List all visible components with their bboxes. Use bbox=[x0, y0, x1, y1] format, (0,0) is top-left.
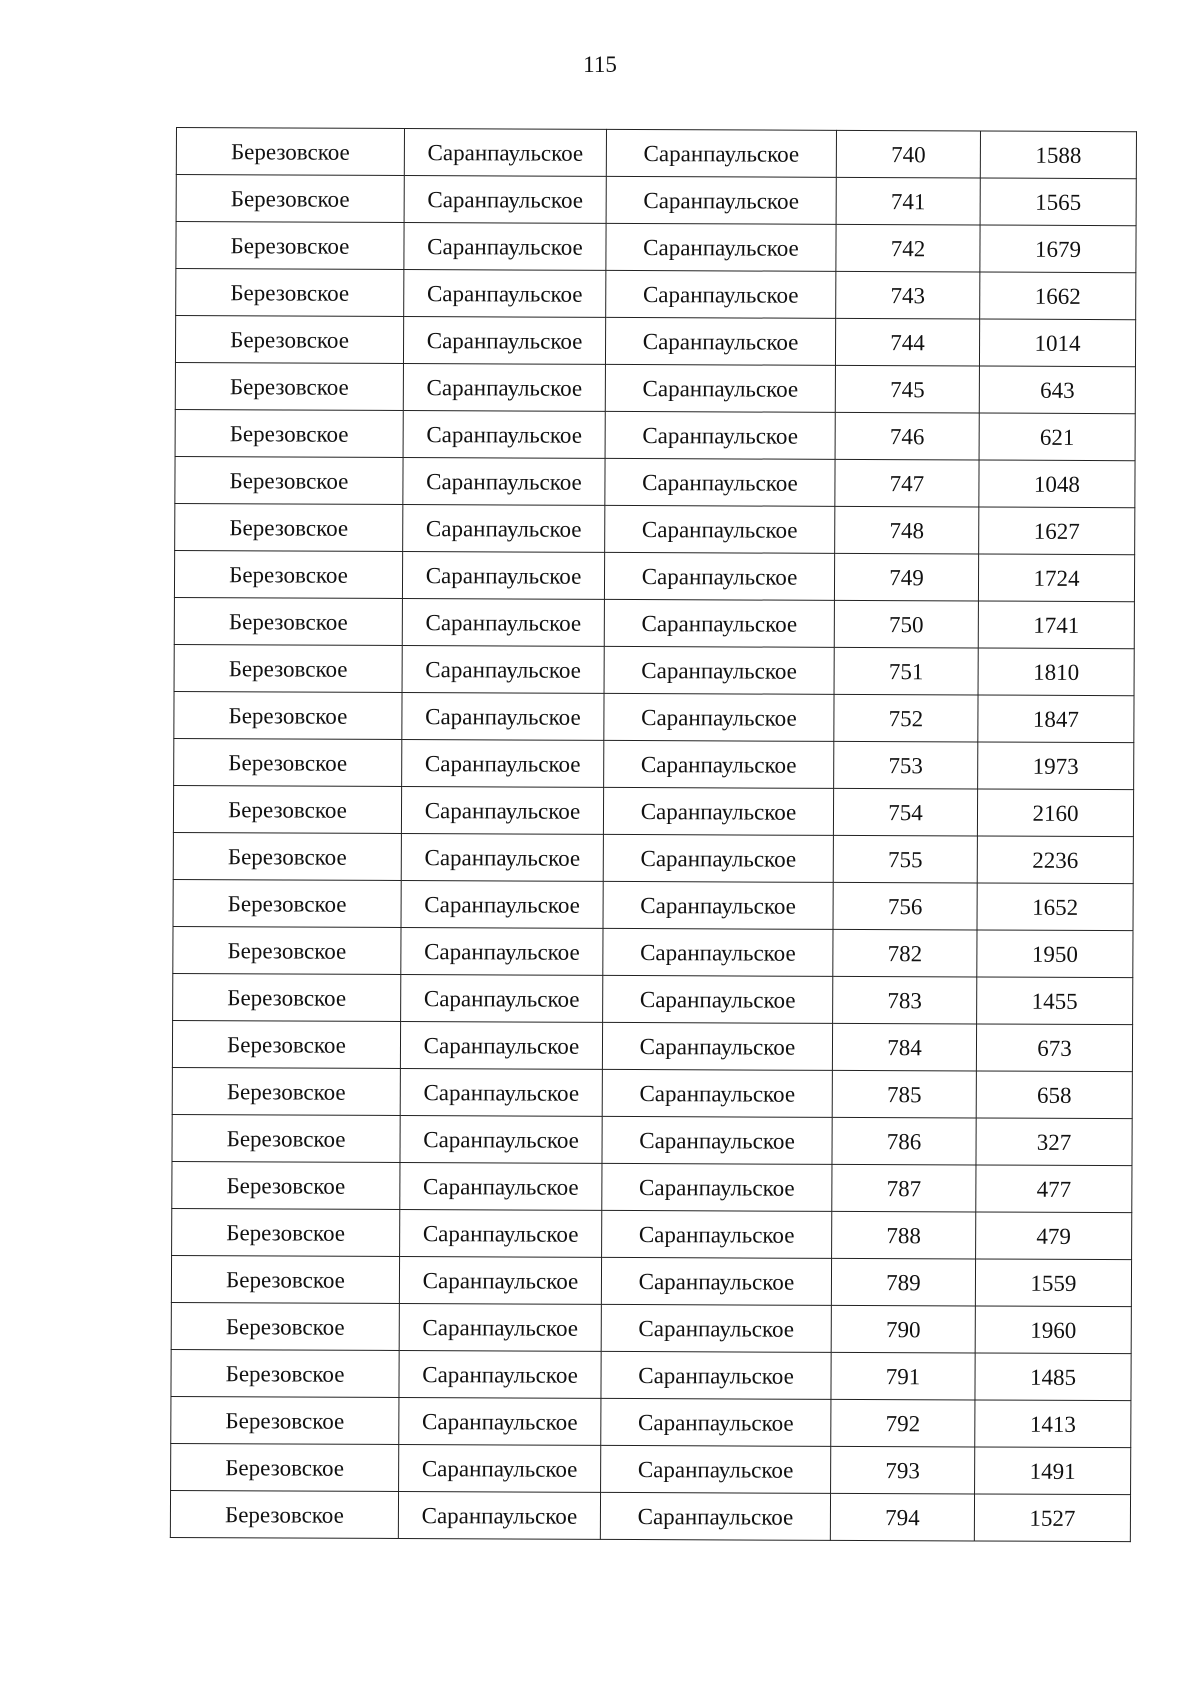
number-cell: 743 bbox=[836, 271, 980, 319]
settlement-cell: Саранпаульское bbox=[401, 974, 603, 1022]
settlement-cell: Саранпаульское bbox=[402, 645, 604, 693]
value-cell: 643 bbox=[979, 366, 1135, 414]
locality-cell: Саранпаульское bbox=[601, 1304, 831, 1352]
table-row bbox=[175, 456, 1135, 507]
locality-cell: Саранпаульское bbox=[602, 1069, 832, 1117]
value-cell: 1960 bbox=[975, 1306, 1131, 1354]
settlement-cell: Саранпаульское bbox=[404, 269, 606, 317]
value-cell: 1491 bbox=[975, 1447, 1131, 1495]
table-row bbox=[171, 1349, 1131, 1400]
settlement-cell: Саранпаульское bbox=[401, 833, 603, 881]
settlement-cell: Саранпаульское bbox=[399, 1350, 601, 1398]
value-cell: 1973 bbox=[978, 742, 1134, 790]
table-row bbox=[172, 1114, 1132, 1165]
district-cell: Березовское bbox=[173, 926, 401, 974]
value-cell: 1847 bbox=[978, 695, 1134, 743]
locality-cell: Саранпаульское bbox=[605, 317, 835, 365]
value-cell: 1527 bbox=[974, 1494, 1130, 1542]
locality-cell: Саранпаульское bbox=[606, 129, 836, 177]
number-cell: 745 bbox=[835, 365, 979, 413]
settlement-cell: Саранпаульское bbox=[403, 316, 605, 364]
locality-cell: Саранпаульское bbox=[603, 928, 833, 976]
value-cell: 1485 bbox=[975, 1353, 1131, 1401]
locality-cell: Саранпаульское bbox=[604, 740, 834, 788]
locality-cell: Саранпаульское bbox=[601, 1398, 831, 1446]
number-cell: 754 bbox=[833, 788, 977, 836]
table-row bbox=[175, 362, 1135, 413]
value-cell: 2160 bbox=[977, 789, 1133, 837]
settlement-cell: Саранпаульское bbox=[402, 551, 604, 599]
data-table bbox=[170, 127, 1137, 1542]
table-row bbox=[171, 1302, 1131, 1353]
number-cell: 794 bbox=[830, 1493, 974, 1541]
settlement-cell: Саранпаульское bbox=[403, 363, 605, 411]
number-cell: 748 bbox=[835, 506, 979, 554]
table-row bbox=[174, 597, 1134, 648]
number-cell: 788 bbox=[832, 1211, 976, 1259]
table-row bbox=[174, 738, 1134, 789]
number-cell: 741 bbox=[836, 177, 980, 225]
settlement-cell: Саранпаульское bbox=[404, 222, 606, 270]
district-cell: Березовское bbox=[173, 973, 401, 1021]
number-cell: 786 bbox=[832, 1117, 976, 1165]
settlement-cell: Саранпаульское bbox=[401, 880, 603, 928]
number-cell: 751 bbox=[834, 647, 978, 695]
district-cell: Березовское bbox=[176, 222, 404, 270]
district-cell: Березовское bbox=[173, 785, 401, 833]
locality-cell: Саранпаульское bbox=[602, 1210, 832, 1258]
locality-cell: Саранпаульское bbox=[601, 1257, 831, 1305]
district-cell: Березовское bbox=[175, 409, 403, 457]
settlement-cell: Саранпаульское bbox=[403, 504, 605, 552]
value-cell: 1627 bbox=[979, 507, 1135, 555]
district-cell: Березовское bbox=[170, 1490, 398, 1538]
value-cell: 658 bbox=[976, 1071, 1132, 1119]
settlement-cell: Саранпаульское bbox=[402, 739, 604, 787]
table-row bbox=[175, 316, 1135, 367]
locality-cell: Саранпаульское bbox=[604, 646, 834, 694]
value-cell: 1413 bbox=[975, 1400, 1131, 1448]
number-cell: 740 bbox=[836, 130, 980, 178]
district-cell: Березовское bbox=[176, 128, 404, 176]
value-cell: 1652 bbox=[977, 883, 1133, 931]
number-cell: 782 bbox=[833, 929, 977, 977]
settlement-cell: Саранпаульское bbox=[399, 1256, 601, 1304]
value-cell: 327 bbox=[976, 1118, 1132, 1166]
table-row bbox=[175, 503, 1135, 554]
table-row bbox=[173, 785, 1133, 836]
locality-cell: Саранпаульское bbox=[606, 223, 836, 271]
district-cell: Березовское bbox=[176, 175, 404, 223]
settlement-cell: Саранпаульское bbox=[399, 1303, 601, 1351]
value-cell: 479 bbox=[976, 1212, 1132, 1260]
table-row bbox=[170, 1490, 1130, 1541]
value-cell: 1565 bbox=[980, 178, 1136, 226]
number-cell: 785 bbox=[832, 1070, 976, 1118]
district-cell: Березовское bbox=[171, 1443, 399, 1491]
table-row bbox=[173, 832, 1133, 883]
table-row bbox=[176, 222, 1136, 273]
table-row bbox=[171, 1396, 1131, 1447]
table-row bbox=[171, 1255, 1131, 1306]
page-number: 115 bbox=[583, 52, 617, 77]
value-cell: 1679 bbox=[980, 225, 1136, 273]
table-row bbox=[176, 175, 1136, 226]
locality-cell: Саранпаульское bbox=[600, 1492, 830, 1540]
number-cell: 752 bbox=[834, 694, 978, 742]
district-cell: Березовское bbox=[172, 1208, 400, 1256]
number-cell: 756 bbox=[833, 882, 977, 930]
value-cell: 1810 bbox=[978, 648, 1134, 696]
settlement-cell: Саранпаульское bbox=[398, 1491, 600, 1539]
district-cell: Березовское bbox=[172, 1020, 400, 1068]
locality-cell: Саранпаульское bbox=[606, 176, 836, 224]
number-cell: 753 bbox=[834, 741, 978, 789]
settlement-cell: Саранпаульское bbox=[400, 1068, 602, 1116]
value-cell: 1950 bbox=[977, 930, 1133, 978]
table-row bbox=[172, 1208, 1132, 1259]
number-cell: 791 bbox=[831, 1352, 975, 1400]
locality-cell: Саранпаульское bbox=[601, 1351, 831, 1399]
number-cell: 787 bbox=[832, 1164, 976, 1212]
district-cell: Березовское bbox=[173, 832, 401, 880]
settlement-cell: Саранпаульское bbox=[399, 1444, 601, 1492]
table-row bbox=[173, 973, 1133, 1024]
table-row bbox=[172, 1067, 1132, 1118]
table-row bbox=[176, 128, 1136, 179]
number-cell: 792 bbox=[831, 1399, 975, 1447]
settlement-cell: Саранпаульское bbox=[401, 927, 603, 975]
value-cell: 2236 bbox=[977, 836, 1133, 884]
value-cell: 1048 bbox=[979, 460, 1135, 508]
value-cell: 1588 bbox=[980, 131, 1136, 179]
district-cell: Березовское bbox=[172, 1161, 400, 1209]
number-cell: 746 bbox=[835, 412, 979, 460]
table-row bbox=[173, 926, 1133, 977]
settlement-cell: Саранпаульское bbox=[400, 1209, 602, 1257]
table-row bbox=[174, 644, 1134, 695]
table-row bbox=[171, 1443, 1131, 1494]
settlement-cell: Саранпаульское bbox=[403, 457, 605, 505]
number-cell: 742 bbox=[836, 224, 980, 272]
district-cell: Березовское bbox=[172, 1067, 400, 1115]
locality-cell: Саранпаульское bbox=[603, 975, 833, 1023]
settlement-cell: Саранпаульское bbox=[404, 175, 606, 223]
district-cell: Березовское bbox=[174, 597, 402, 645]
table-row bbox=[176, 269, 1136, 320]
locality-cell: Саранпаульское bbox=[605, 505, 835, 553]
number-cell: 783 bbox=[833, 976, 977, 1024]
settlement-cell: Саранпаульское bbox=[402, 598, 604, 646]
locality-cell: Саранпаульское bbox=[604, 599, 834, 647]
district-cell: Березовское bbox=[171, 1349, 399, 1397]
number-cell: 747 bbox=[835, 459, 979, 507]
locality-cell: Саранпаульское bbox=[602, 1116, 832, 1164]
district-cell: Березовское bbox=[172, 1114, 400, 1162]
settlement-cell: Саранпаульское bbox=[402, 692, 604, 740]
district-cell: Березовское bbox=[174, 691, 402, 739]
table-row bbox=[172, 1020, 1132, 1071]
number-cell: 750 bbox=[834, 600, 978, 648]
district-cell: Березовское bbox=[175, 316, 403, 364]
number-cell: 784 bbox=[832, 1023, 976, 1071]
value-cell: 1014 bbox=[979, 319, 1135, 367]
value-cell: 1455 bbox=[977, 977, 1133, 1025]
district-cell: Березовское bbox=[175, 456, 403, 504]
district-cell: Березовское bbox=[175, 503, 403, 551]
number-cell: 793 bbox=[831, 1446, 975, 1494]
table-row bbox=[172, 1161, 1132, 1212]
locality-cell: Саранпаульское bbox=[605, 458, 835, 506]
table-body bbox=[170, 128, 1136, 1542]
value-cell: 621 bbox=[979, 413, 1135, 461]
settlement-cell: Саранпаульское bbox=[404, 128, 606, 176]
locality-cell: Саранпаульское bbox=[605, 364, 835, 412]
locality-cell: Саранпаульское bbox=[601, 1445, 831, 1493]
value-cell: 1662 bbox=[980, 272, 1136, 320]
district-cell: Березовское bbox=[171, 1302, 399, 1350]
settlement-cell: Саранпаульское bbox=[400, 1162, 602, 1210]
number-cell: 744 bbox=[835, 318, 979, 366]
settlement-cell: Саранпаульское bbox=[403, 410, 605, 458]
locality-cell: Саранпаульское bbox=[603, 834, 833, 882]
value-cell: 1559 bbox=[975, 1259, 1131, 1307]
locality-cell: Саранпаульское bbox=[604, 552, 834, 600]
district-cell: Березовское bbox=[174, 644, 402, 692]
district-cell: Березовское bbox=[174, 738, 402, 786]
table-row bbox=[173, 879, 1133, 930]
district-cell: Березовское bbox=[175, 362, 403, 410]
value-cell: 477 bbox=[976, 1165, 1132, 1213]
locality-cell: Саранпаульское bbox=[604, 693, 834, 741]
locality-cell: Саранпаульское bbox=[605, 411, 835, 459]
number-cell: 789 bbox=[831, 1258, 975, 1306]
district-cell: Березовское bbox=[173, 879, 401, 927]
locality-cell: Саранпаульское bbox=[602, 1022, 832, 1070]
value-cell: 1724 bbox=[978, 554, 1134, 602]
settlement-cell: Саранпаульское bbox=[400, 1021, 602, 1069]
table-row bbox=[174, 550, 1134, 601]
value-cell: 673 bbox=[976, 1024, 1132, 1072]
locality-cell: Саранпаульское bbox=[602, 1163, 832, 1211]
district-cell: Березовское bbox=[176, 269, 404, 317]
locality-cell: Саранпаульское bbox=[603, 881, 833, 929]
number-cell: 749 bbox=[834, 553, 978, 601]
value-cell: 1741 bbox=[978, 601, 1134, 649]
district-cell: Березовское bbox=[171, 1255, 399, 1303]
locality-cell: Саранпаульское bbox=[606, 270, 836, 318]
number-cell: 755 bbox=[833, 835, 977, 883]
district-cell: Березовское bbox=[174, 550, 402, 598]
district-cell: Березовское bbox=[171, 1396, 399, 1444]
table-row bbox=[174, 691, 1134, 742]
settlement-cell: Саранпаульское bbox=[399, 1397, 601, 1445]
settlement-cell: Саранпаульское bbox=[400, 1115, 602, 1163]
number-cell: 790 bbox=[831, 1305, 975, 1353]
settlement-cell: Саранпаульское bbox=[401, 786, 603, 834]
locality-cell: Саранпаульское bbox=[603, 787, 833, 835]
table-row bbox=[175, 409, 1135, 460]
